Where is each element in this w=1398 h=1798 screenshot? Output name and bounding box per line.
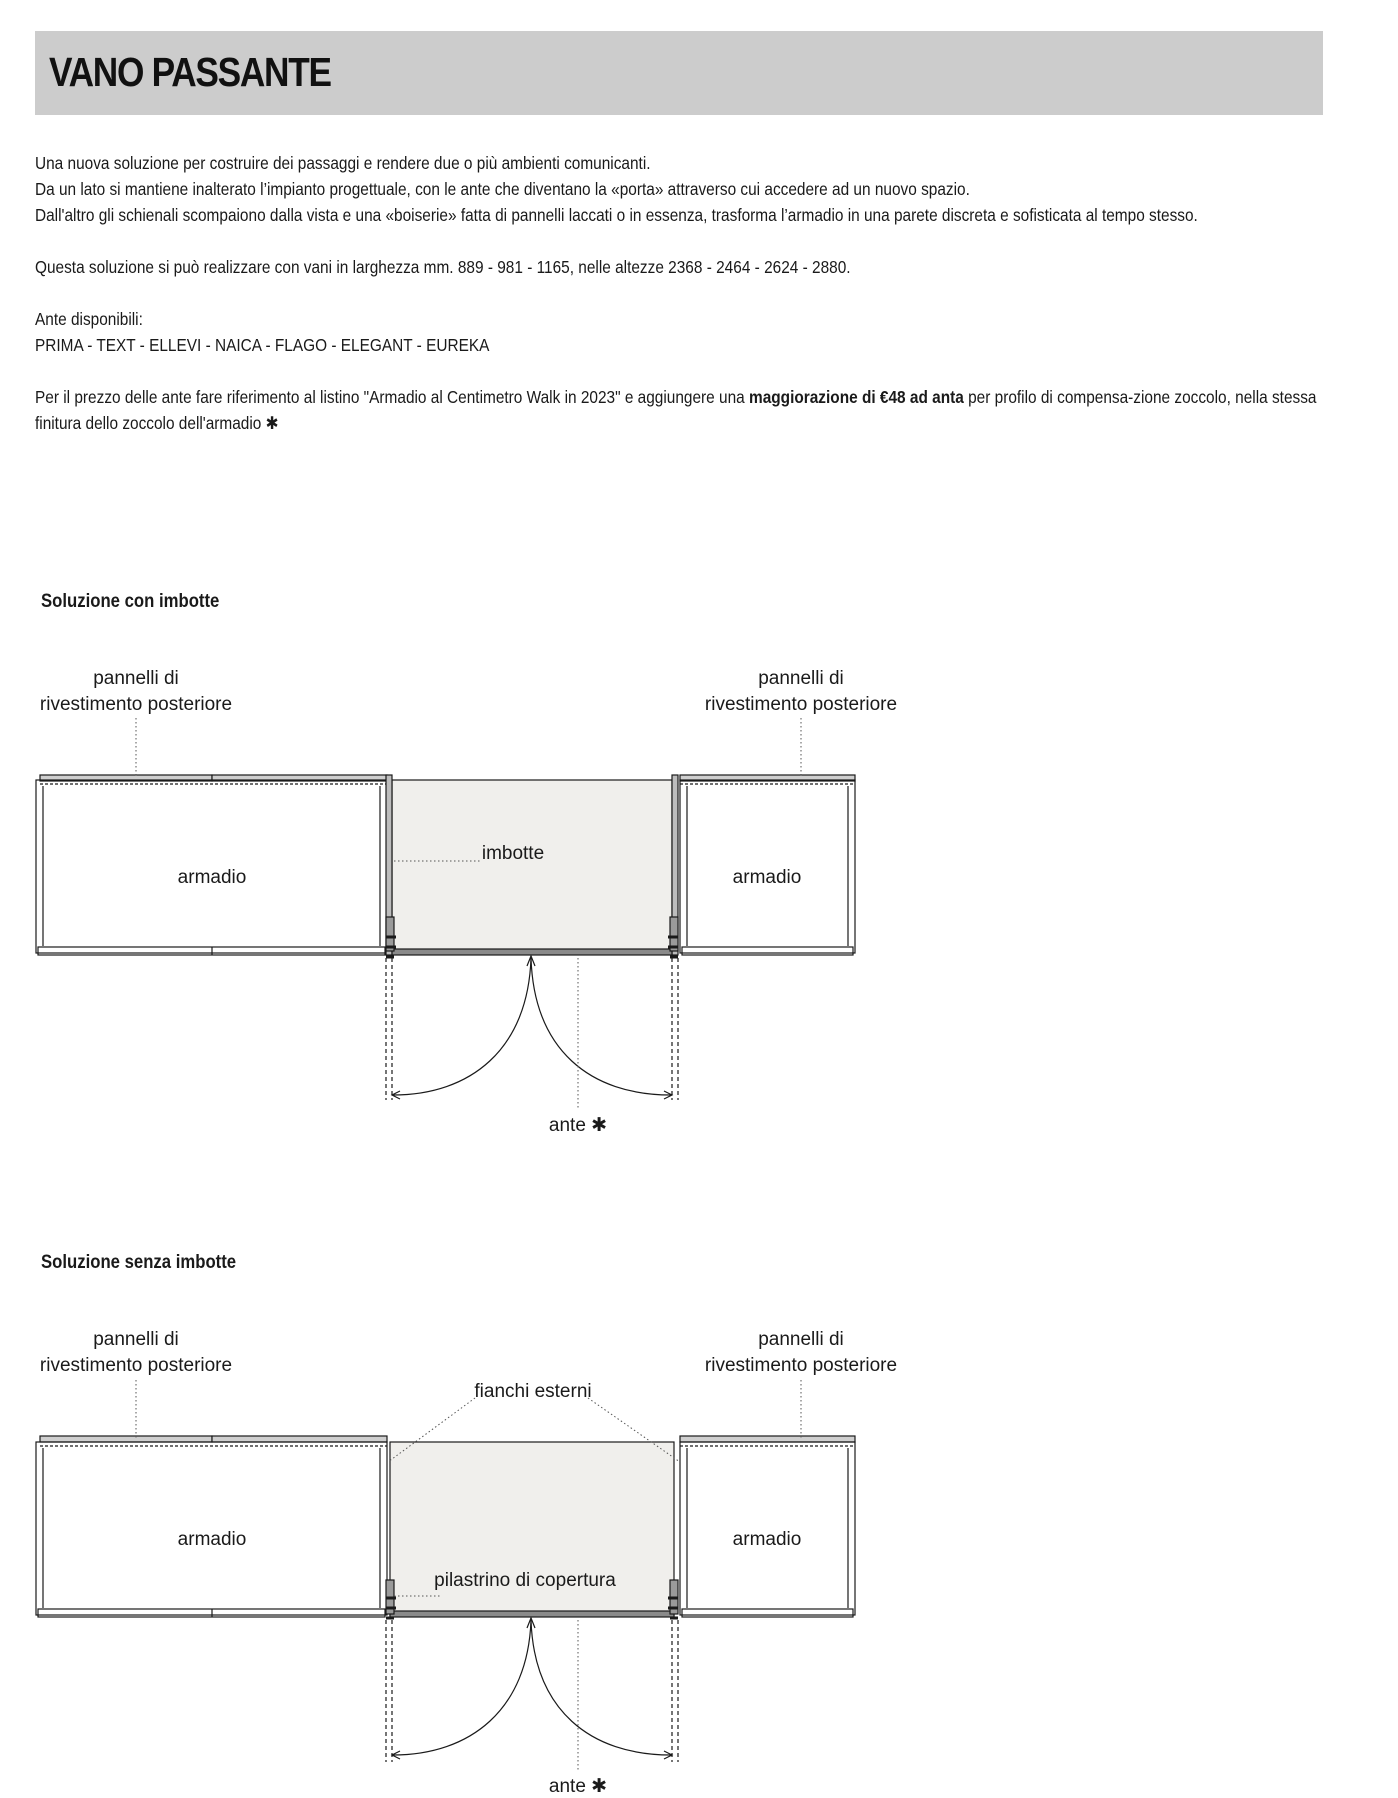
intro-line-3: Dall'altro gli schienali scompaiono dalla vista e una «boiserie» fatta di pannelli laccati o in essenza, trasforma l’armadio in una parete discreta e sofisticata al tempo stesso. <box>35 205 1198 225</box>
label-panels-right-1: pannelli di <box>758 668 844 689</box>
plan-without-imbotte <box>0 1315 920 1798</box>
label-armadio-left: armadio <box>177 867 247 888</box>
label-panels-left-2: rivestimento posteriore <box>39 1355 233 1376</box>
plan-with-imbotte <box>0 655 920 1145</box>
intro-line-2: Da un lato si mantiene inalterato l’impianto progettuale, con le ante che diventano la «porta» attraverso cui accedere ad un nuovo spazio. <box>35 179 970 199</box>
intro-sizes: Questa soluzione si può realizzare con vani in larghezza mm. 889 - 981 - 1165, nelle altezze 2368 - 2464 - 2624 - 2880. <box>35 257 851 277</box>
section-title-with-imbotte: Soluzione con imbotte <box>41 591 220 612</box>
label-ante: ante ✱ <box>548 1776 608 1797</box>
back-panel-right <box>680 1436 855 1442</box>
ante-list: PRIMA - TEXT - ELLEVI - NAICA - FLAGO - ELEGANT - EUREKA <box>35 335 490 355</box>
label-panels-right-2: rivestimento posteriore <box>704 1355 898 1376</box>
asterisk-icon: ✱ <box>265 413 279 433</box>
page-title: VANO PASSANTE <box>49 49 331 95</box>
label-panels-left-2: rivestimento posteriore <box>39 694 233 715</box>
label-panels-left-1: pannelli di <box>93 668 179 689</box>
imbotte-area <box>392 780 672 954</box>
back-panel-left-1 <box>40 1436 212 1442</box>
price-note-bold: maggiorazione di €48 ad anta <box>748 387 964 407</box>
price-note-end: per profilo di compensa-zione zoccolo, nella stessa finitura dello zoccolo dell'armadio <box>35 387 1317 433</box>
label-panels-right-1: pannelli di <box>758 1329 844 1350</box>
label-imbotte: imbotte <box>481 843 545 864</box>
label-fianchi-esterni: fianchi esterni <box>474 1381 592 1402</box>
intro-line-1: Una nuova soluzione per costruire dei passaggi e rendere due o più ambienti comunicanti. <box>35 153 651 173</box>
label-ante: ante ✱ <box>548 1115 608 1136</box>
back-panel-left-2 <box>212 1436 387 1442</box>
intro-text <box>35 150 1325 436</box>
title-bar <box>35 31 1323 115</box>
price-note-start: Per il prezzo delle ante fare riferimento al listino "Armadio al Centimetro Walk in 2023" e aggiungere una <box>35 387 749 407</box>
label-armadio-right: armadio <box>732 1529 802 1550</box>
label-pilastrino: pilastrino di copertura <box>434 1570 616 1591</box>
label-panels-right-2: rivestimento posteriore <box>704 694 898 715</box>
section-title-without-imbotte: Soluzione senza imbotte <box>41 1252 237 1273</box>
label-armadio-left: armadio <box>177 1529 247 1550</box>
label-panels-left-1: pannelli di <box>93 1329 179 1350</box>
label-armadio-right: armadio <box>732 867 802 888</box>
ante-heading: Ante disponibili: <box>35 309 143 329</box>
price-note <box>35 384 1325 436</box>
